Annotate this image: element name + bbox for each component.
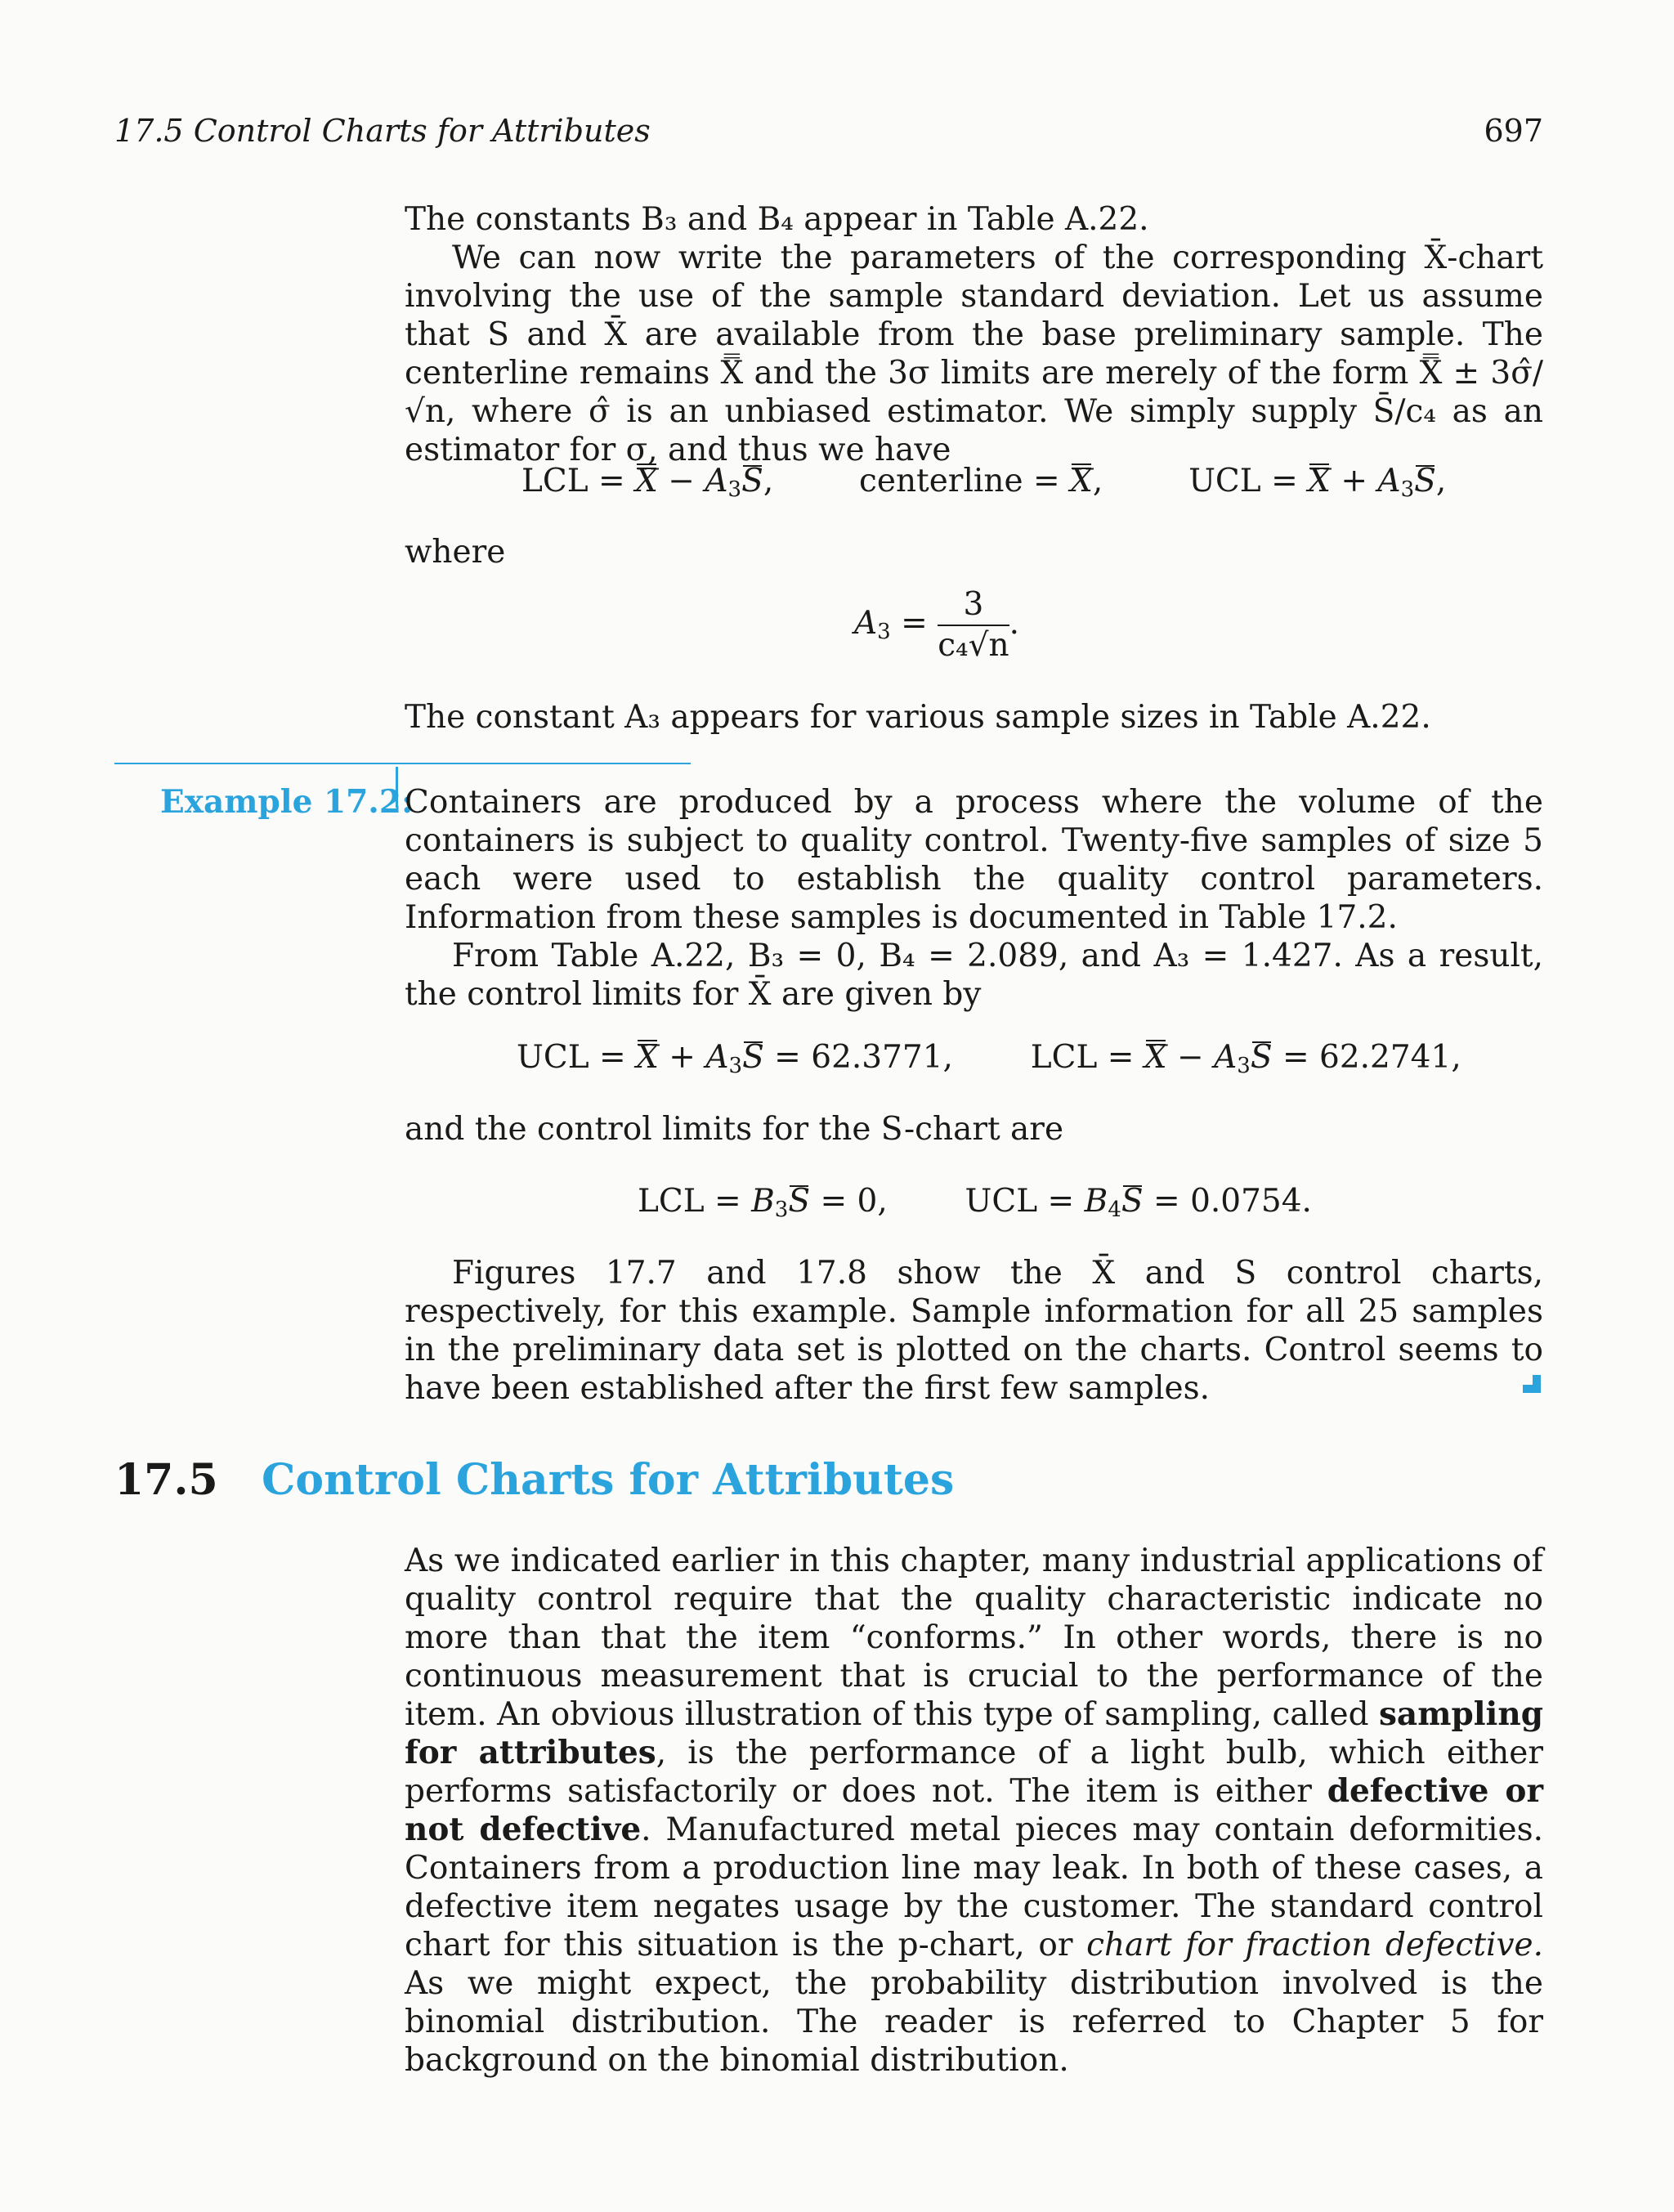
example-closing-block [405,1254,1543,1408]
a3-lhs: A [854,605,878,642]
example-label: Example 17.2: [160,783,414,821]
section-text-b: , is the performance of a light bulb, which either performs satisfactorily or does not. The item is either [405,1735,1543,1810]
example-paragraph-3: Figures 17.7 and 17.8 show the X̄ and S control charts, respectively, for this example. Sample information for all 25 samples in the preliminary data set is plotted on the charts. Control seems to have been established after the first few samples. [405,1255,1543,1407]
bold-sampling-for-attributes: sampling for attributes [405,1695,1543,1771]
a3-note: The constant A₃ appears for various sample sizes in Table A.22. [405,699,1431,736]
lcl-label: LCL [521,463,589,499]
a3-fraction [938,585,1009,665]
a3-formula: $A_3$ = $\frac{3}{\text{c₄√n}}$ . [854,586,1020,664]
where-text: where [405,534,506,571]
s-chart-intro: and the control limits for the S-chart are [405,1111,1064,1148]
example-paragraph-1: Containers are produced by a process where the volume of the containers is subject to quality control. Twenty-five samples of size 5 each were used to establish the quality control parameters. Information from these samples is documented in Table 17.2. [405,784,1543,936]
section-title: Control Charts for Attributes [262,1455,955,1505]
running-header [114,113,1543,149]
italic-chart-fraction-defective: chart for fraction defective. [1086,1927,1544,1963]
example-paragraph-2: From Table A.22, B₃ = 0, B₄ = 2.089, and A₃ = 1.427. As a result, the control limits for X̄ are given by [405,938,1543,1013]
running-header-title: 17.5 Control Charts for Attributes [114,113,651,149]
page-number: 697 [1484,113,1543,149]
s-ucl-value: 0.0754 [1190,1183,1302,1220]
section-text-d: As we might expect, the probability distribution involved is the binomial distribution. The reader is referred to Chapter 5 for background on the binomial distribution. [405,1965,1543,2079]
s-lcl-value: 0 [857,1183,878,1220]
a3-denominator: c₄√n [938,627,1009,664]
xbar-ucl-value: 62.3771 [811,1039,943,1076]
section-body [405,1542,1543,2080]
intro-paragraph-2: We can now write the parameters of the corresponding X̄-chart involving the use of the sample standard deviation. Let us assume that S and X̄ are available from the base preliminary sample. The centerline remains X̿ and the 3σ limits are merely of the form X̿ ± 3σ̂/√n, where σ̂ is an unbiased estimator. We simply supply S̄/c₄ as an estimator for σ, and thus we have [405,240,1543,468]
section-text-a: As we indicated earlier in this chapter, many industrial applications of quality control require that the quality characteristic indicate no more than that the item “conforms.” In other words, there is no continuous measurement that is crucial to the performance of the item. An obvious illustration of this type of sampling, called [405,1543,1543,1733]
section-text-c: . Manufactured metal pieces may contain deformities. Containers from a production line may leak. In both of these cases, a defective item negates usage by the customer. The standard control chart for this situation is the p-chart, or [405,1811,1543,1963]
section-heading [114,1455,954,1505]
s-limits-equation: LCL = $B_3S = 0$, UCL = $B_4S = 0.0754$. [638,1183,1312,1222]
ucl-label: UCL [1188,463,1261,499]
xbar-limits-equation: UCL = $X + A_3S = 62.3771$, LCL = $X - A_3S = 62.2741$, [517,1039,1461,1078]
bold-defective-or-not: defective or not defective [405,1772,1543,1848]
limits-equation: LCL = $X - A_3S$, centerline = X, UCL = $X + A_3S$, [521,463,1447,502]
xbar-lcl-value: 62.2741 [1319,1039,1452,1076]
centerline-label: centerline [859,463,1023,499]
intro-line-1: The constants B₃ and B₄ appear in Table A.22. [405,201,1149,238]
intro-block [405,200,1543,469]
section-paragraph [405,1542,1543,2080]
a3-numerator: 3 [938,585,1009,626]
example-block [405,783,1543,1014]
section-number: 17.5 [114,1455,218,1505]
end-of-example-marker-icon [1523,1375,1541,1393]
example-rule [114,763,691,764]
